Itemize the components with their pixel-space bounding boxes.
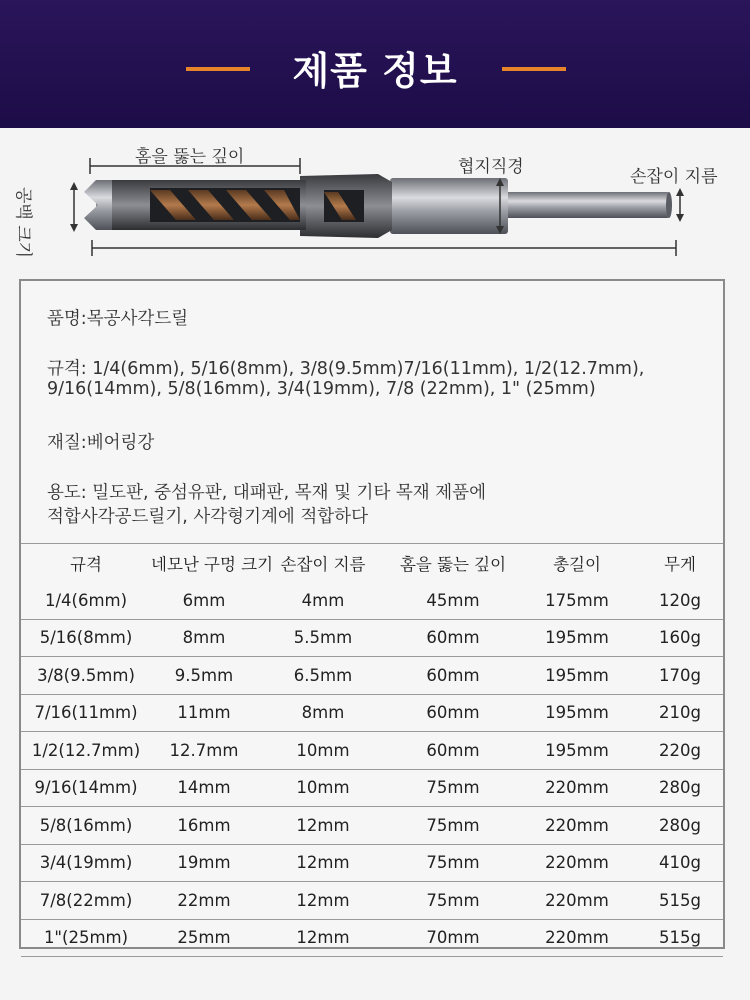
cell-shank: 8mm (301, 703, 345, 723)
cell-total-length: 220mm (545, 815, 609, 835)
spec-line-1: 규격: 1/4(6mm), 5/16(8mm), 3/8(9.5mm)7/16(11mm), 1/2(12.7mm), (47, 359, 645, 379)
cell-size: 9/16(14mm) (34, 778, 138, 798)
cell-shank: 4mm (301, 590, 345, 610)
cell-shank: 12mm (296, 853, 350, 873)
table-row (21, 807, 723, 845)
cell-shank: 12mm (296, 928, 350, 948)
cell-weight: 280g (659, 778, 701, 798)
cell-depth: 75mm (426, 890, 480, 910)
cell-square-hole: 22mm (177, 890, 231, 910)
cell-square-hole: 8mm (182, 628, 226, 648)
cell-depth: 60mm (426, 665, 480, 685)
header-size: 규격 (70, 555, 102, 574)
cell-total-length: 195mm (545, 703, 609, 723)
table-row (21, 845, 723, 883)
cell-depth: 60mm (426, 703, 480, 723)
table-row (21, 657, 723, 695)
table-row (21, 920, 723, 958)
spec-panel (19, 279, 725, 949)
cell-total-length: 195mm (545, 740, 609, 760)
header-shank: 손잡이 지름 (280, 555, 366, 574)
table-row (21, 695, 723, 733)
table-row (21, 620, 723, 658)
cell-square-hole: 9.5mm (174, 665, 234, 685)
usage-line-2: 적합사각공드릴기, 사각형기계에 적합하다 (47, 507, 368, 527)
cell-depth: 75mm (426, 815, 480, 835)
cell-weight: 515g (659, 928, 701, 948)
table-row (21, 732, 723, 770)
header-depth: 홈을 뚫는 깊이 (399, 555, 507, 574)
cell-size: 5/8(16mm) (39, 815, 133, 835)
cell-depth: 45mm (426, 590, 480, 610)
usage-line-1: 용도: 밀도판, 중섬유판, 대패판, 목재 및 기타 목재 제품에 (47, 483, 486, 503)
sleeve-diameter-label: 협지직경 (458, 157, 524, 177)
spec-line-2: 9/16(14mm), 5/8(16mm), 3/4(19mm), 7/8 (22mm), 1" (25mm) (47, 379, 596, 399)
cell-size: 1"(25mm) (43, 928, 129, 948)
cell-total-length: 220mm (545, 778, 609, 798)
cell-shank: 12mm (296, 815, 350, 835)
cell-shank: 12mm (296, 890, 350, 910)
cell-total-length: 195mm (545, 628, 609, 648)
header-square-hole: 네모난 구멍 크기 (151, 555, 274, 574)
cell-depth: 60mm (426, 628, 480, 648)
cell-total-length: 220mm (545, 890, 609, 910)
cell-depth: 75mm (426, 778, 480, 798)
table-row (21, 770, 723, 808)
header-weight: 무게 (664, 555, 696, 574)
cell-square-hole: 19mm (177, 853, 231, 873)
cell-total-length: 220mm (545, 928, 609, 948)
cell-weight: 120g (659, 590, 701, 610)
cell-square-hole: 16mm (177, 815, 231, 835)
cell-total-length: 175mm (545, 590, 609, 610)
cell-square-hole: 12.7mm (169, 740, 239, 760)
cell-size: 1/2(12.7mm) (31, 740, 141, 760)
cell-total-length: 220mm (545, 853, 609, 873)
cell-square-hole: 11mm (177, 703, 231, 723)
cell-shank: 10mm (296, 740, 350, 760)
table-row (21, 582, 723, 620)
drill-illustration (0, 128, 750, 278)
cell-shank: 5.5mm (293, 628, 353, 648)
cell-square-hole: 14mm (177, 778, 231, 798)
table-row (21, 882, 723, 920)
product-name: 품명:목공사각드릴 (47, 309, 189, 329)
table-header-row (21, 544, 723, 582)
cell-size: 7/16(11mm) (34, 703, 138, 723)
cell-depth: 60mm (426, 740, 480, 760)
cell-total-length: 195mm (545, 665, 609, 685)
cell-shank: 6.5mm (293, 665, 353, 685)
spec-table (21, 543, 723, 957)
cell-weight: 170g (659, 665, 701, 685)
cell-weight: 220g (659, 740, 701, 760)
cell-size: 1/4(6mm) (44, 590, 128, 610)
shank-diameter-label: 손잡이 지름 (630, 167, 718, 187)
accent-line-right (502, 67, 566, 71)
cell-weight: 160g (659, 628, 701, 648)
cell-shank: 10mm (296, 778, 350, 798)
cell-size: 3/8(9.5mm) (37, 665, 135, 685)
hole-size-label: 공백 크기 (13, 186, 34, 259)
product-diagram (0, 128, 750, 278)
cell-weight: 410g (659, 853, 701, 873)
cell-depth: 70mm (426, 928, 480, 948)
cell-size: 5/16(8mm) (39, 628, 133, 648)
cell-square-hole: 6mm (182, 590, 226, 610)
cell-weight: 210g (659, 703, 701, 723)
header-total-length: 총길이 (553, 555, 601, 574)
cell-weight: 515g (659, 890, 701, 910)
depth-label: 홈을 뚫는 깊이 (135, 147, 245, 167)
cell-weight: 280g (659, 815, 701, 835)
header-banner (0, 0, 750, 128)
material: 재질:베어링강 (47, 433, 155, 453)
page-title: 제품 정보 (292, 49, 458, 93)
cell-depth: 75mm (426, 853, 480, 873)
cell-size: 3/4(19mm) (39, 853, 133, 873)
cell-square-hole: 25mm (177, 928, 231, 948)
cell-size: 7/8(22mm) (39, 890, 133, 910)
